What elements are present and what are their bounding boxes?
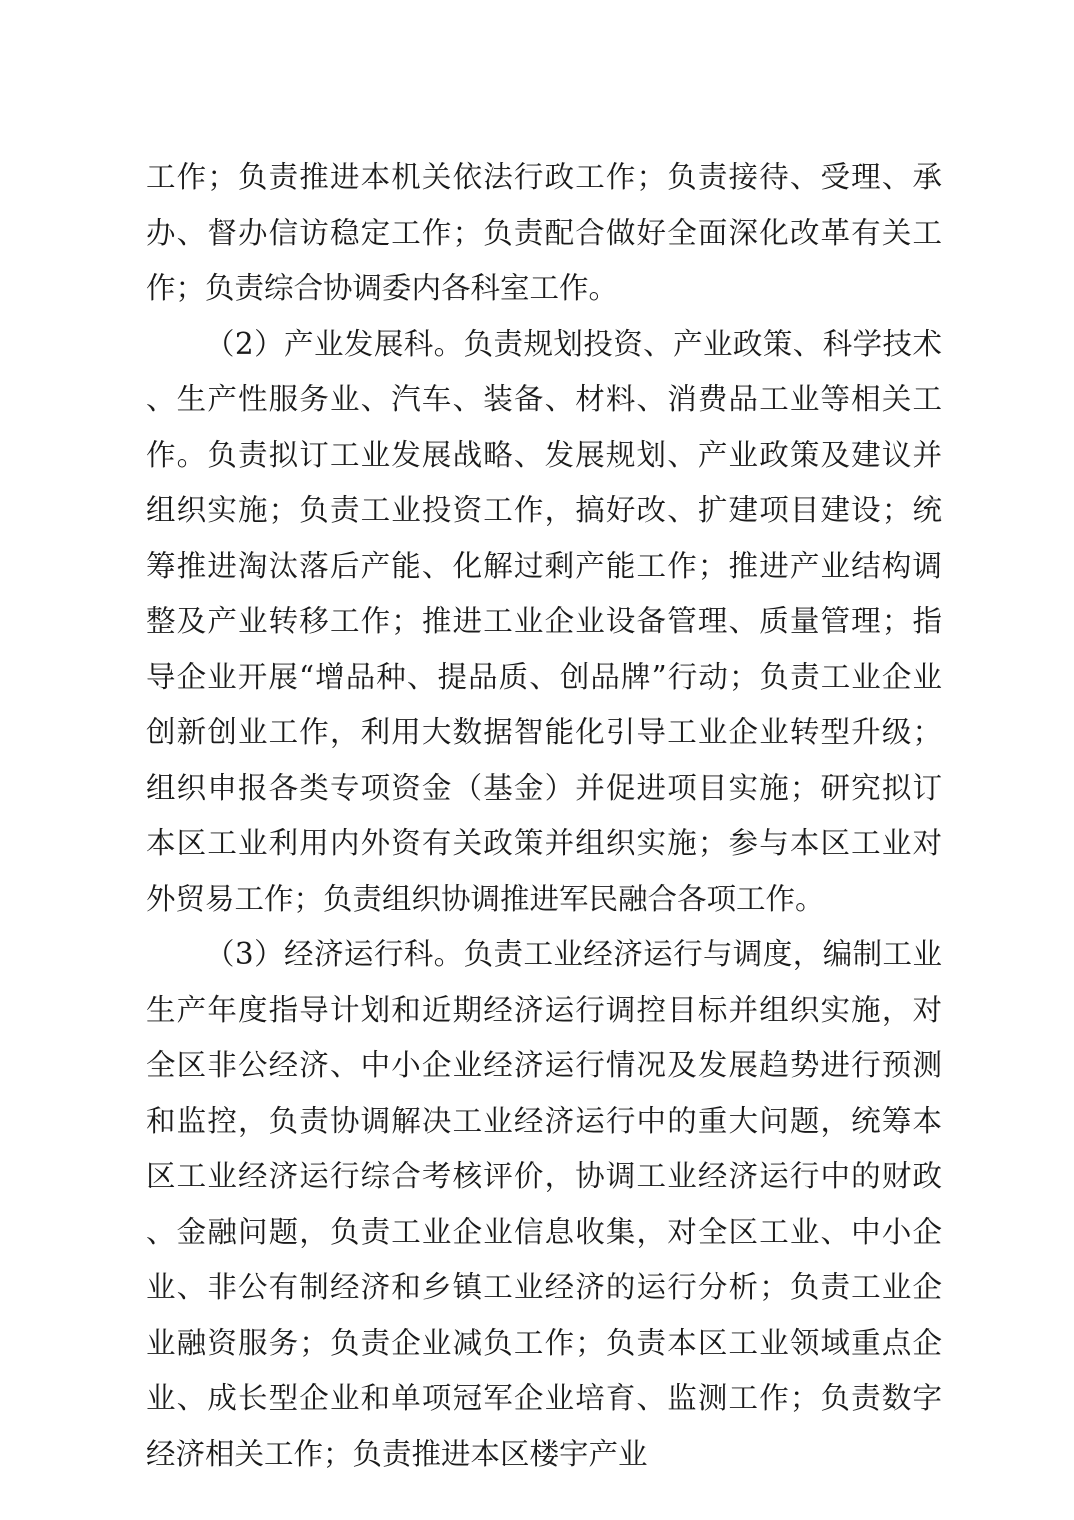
paragraph-economic-operation: （3）经济运行科。负责工业经济运行与调度，编制工业生产年度指导计划和近期经济运行调控目标并组织实施，对全区非公经济、中小企业经济运行情况及发展趋势进行预测和监控，负责协调解决工业经济运行中的重大问题，统筹本区工业经济运行综合考核评价，协调工业经济运行中的财政、金融问题，负责工业企业信息收集，对全区工业、中小企业、非公有制经济和乡镇工业经济的运行分析；负责工业企业融资服务；负责企业减负工作；负责本区工业领域重点企业、成长型企业和单项冠军企业培育、监测工作；负责数字经济相关工作；负责推进本区楼宇产业 [146, 937, 942, 1471]
paragraph-industry-development: （2）产业发展科。负责规划投资、产业政策、科学技术、生产性服务业、汽车、装备、材料、消费品工业等相关工作。负责拟订工业发展战略、发展规划、产业政策及建议并组织实施；负责工业投资工作，搞好改、扩建项目建设；统筹推进淘汰落后产能、化解过剩产能工作；推进产业结构调整及产业转移工作；推进工业企业设备管理、质量管理；指导企业开展“增品种、提品质、创品牌”行动；负责工业企业创新创业工作，利用大数据智能化引导工业企业转型升级；组织申报各类专项资金（基金）并促进项目实施；研究拟订本区工业利用内外资有关政策并组织实施；参与本区工业对外贸易工作；负责组织协调推进军民融合各项工作。 [146, 326, 942, 916]
paragraph-continuation: 工作；负责推进本机关依法行政工作；负责接待、受理、承办、督办信访稳定工作；负责配合做好全面深化改革有关工作；负责综合协调委内各科室工作。 [146, 160, 942, 305]
document-body [146, 150, 942, 1482]
